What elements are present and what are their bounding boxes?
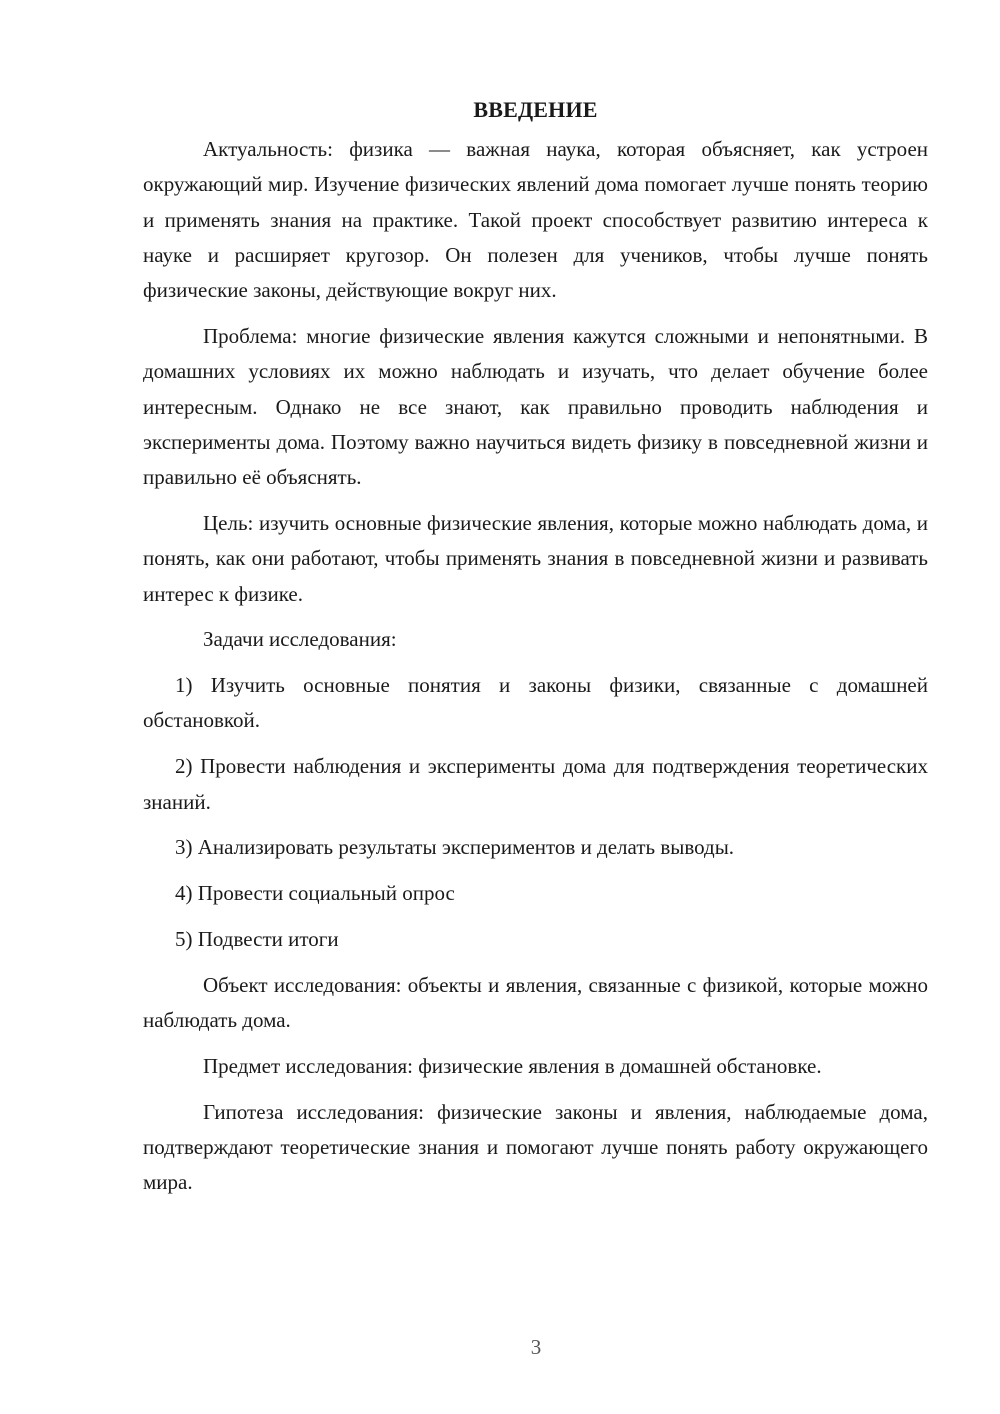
page-number: 3 bbox=[530, 1335, 542, 1359]
paragraph-problem: Проблема: многие физические явления кажутся сложными и непонятными. В домашних условиях их можно наблюдать и изучать, что делает обучение более интересным. Однако не все знают, как правильно проводить наблюдения и эксперименты дома. Поэтому важно научиться видеть физику в повседневной жизни и правильно её объяснять. bbox=[143, 323, 928, 490]
task-item-4: 4) Провести социальный опрос bbox=[175, 881, 455, 906]
section-title: ВВЕДЕНИЕ bbox=[473, 97, 598, 122]
document-page bbox=[143, 92, 928, 1211]
paragraph-hypothesis: Гипотеза исследования: физические законы и явления, наблюдаемые дома, подтверждают теоретические знания и помогают лучше понять работу окружающего мира. bbox=[143, 1099, 928, 1195]
paragraph-tasks-heading: Задачи исследования: bbox=[203, 627, 397, 652]
paragraph-goal: Цель: изучить основные физические явления, которые можно наблюдать дома, и понять, как они работают, чтобы применять знания в повседневной жизни и развивать интерес к физике. bbox=[143, 510, 928, 606]
task-item-5: 5) Подвести итоги bbox=[175, 926, 339, 951]
paragraph-subject: Предмет исследования: физические явления в домашней обстановке. bbox=[203, 1053, 822, 1078]
task-item-1: 1) Изучить основные понятия и законы физики, связанные с домашней обстановкой. bbox=[143, 673, 928, 733]
task-item-3: 3) Анализировать результаты экспериментов и делать выводы. bbox=[175, 835, 735, 860]
paragraph-object: Объект исследования: объекты и явления, связанные с физикой, которые можно наблюдать дома. bbox=[143, 972, 928, 1033]
paragraph-relevance: Актуальность: физика — важная наука, которая объясняет, как устроен окружающий мир. Изучение физических явлений дома помогает лучше понять теорию и применять знания на практике. Такой проект способствует развитию интереса к науке и расширяет кругозор. Он полезен для учеников, чтобы лучше понять физические законы, действующие вокруг них. bbox=[143, 137, 928, 303]
task-item-2: 2) Провести наблюдения и эксперименты дома для подтверждения теоретических знаний. bbox=[143, 754, 928, 814]
